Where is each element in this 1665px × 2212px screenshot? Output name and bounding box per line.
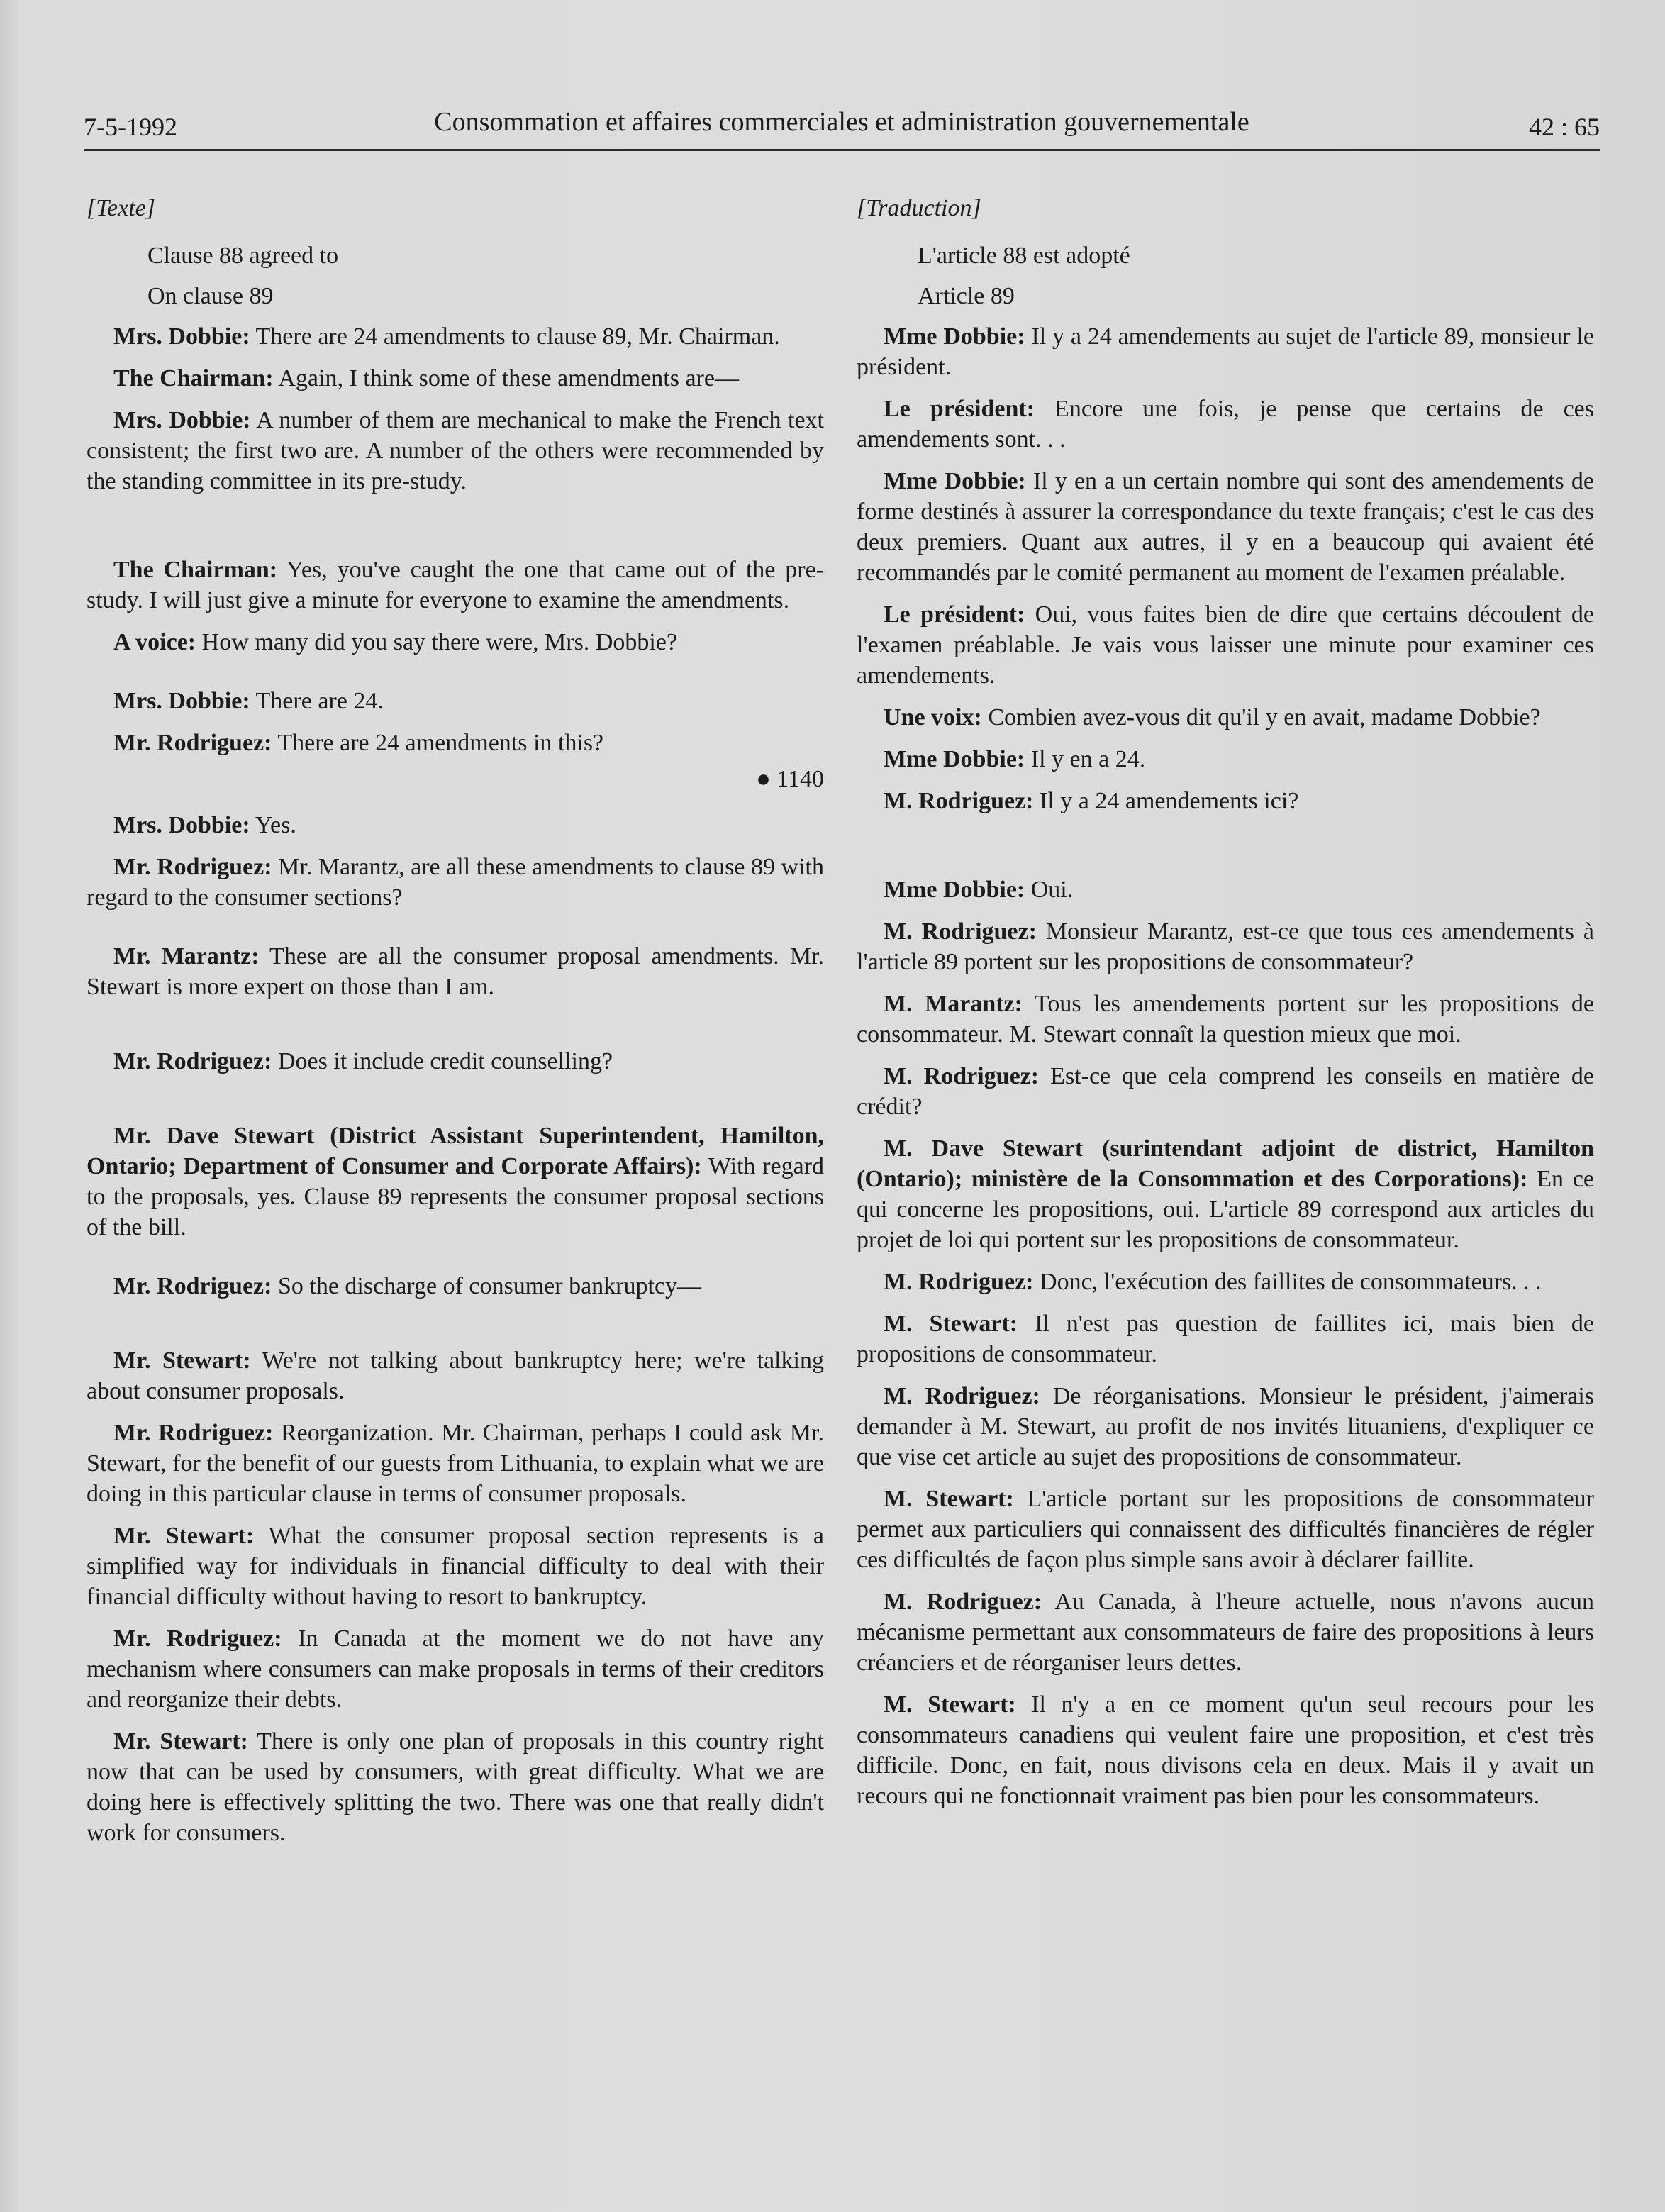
- speech: What the consumer proposal section represents is a simplified way for individuals in financial difficulty to deal with their financial difficulty without having to resort to bankruptcy.: [87, 1523, 824, 1610]
- paragraph: [87, 321, 824, 352]
- running-header: [84, 106, 1600, 151]
- speech: There is only one plan of proposals in this country right now that can be used by consumers, with great difficulty. What we are doing here is effectively splitting the two. There was one that really didn't work for consumers.: [87, 1728, 825, 1846]
- paragraph: [87, 1726, 824, 1848]
- speech: Monsieur Marantz, est-ce que tous ces amendements à l'article 89 portent sur les propositions de consommateur?: [857, 918, 1594, 975]
- speech: How many did you say there were, Mrs. Dobbie?: [196, 629, 678, 655]
- speaker: Mr. Rodriguez:: [113, 730, 272, 756]
- speech: En ce qui concerne les propositions, oui. L'article 89 correspond aux articles du projet de loi qui portent sur les propositions de consommateur.: [857, 1166, 1595, 1253]
- paragraph: [87, 555, 824, 616]
- speaker: Mr. Rodriguez:: [113, 1420, 274, 1446]
- speaker: Mr. Dave Stewart (District Assistant Superintendent, Hamilton, Ontario; Department of Consumer and Corporate Affairs):: [87, 1123, 824, 1179]
- speech: Mr. Marantz, are all these amendments to clause 89 with regard to the consumer sections?: [87, 854, 824, 911]
- paragraph: [857, 1308, 1594, 1369]
- section-label: [Traduction]: [857, 195, 981, 221]
- speech: Tous les amendements portent sur les propositions de consommateur. M. Stewart connaît la question mieux que moi.: [857, 991, 1594, 1047]
- paragraph: [87, 1046, 824, 1077]
- speech: Il n'est pas question de faillites ici, mais bien de propositions de consommateur.: [857, 1311, 1595, 1367]
- speech: There are 24 amendments to clause 89, Mr. Chairman.: [250, 323, 780, 350]
- speaker: Mrs. Dobbie:: [113, 688, 250, 714]
- paragraph: [857, 599, 1594, 691]
- speech: Encore une fois, je pense que certains de ces amendements sont. . .: [857, 396, 1594, 452]
- paragraph: [857, 1689, 1594, 1811]
- paragraph: [87, 405, 824, 496]
- paragraph: [87, 1521, 824, 1612]
- speaker: M. Rodriguez:: [884, 1589, 1042, 1615]
- speech: Il y en a un certain nombre qui sont des amendements de forme destinés à assurer la correspondance du texte français; c'est le cas des deux premiers. Quant aux autres, il y en a beaucoup qui avaient été recommandés par le comité permanent au moment de l'examen préalable.: [857, 468, 1594, 586]
- speaker: A voice:: [113, 629, 196, 655]
- speaker: M. Rodriguez:: [884, 788, 1034, 814]
- paragraph: [87, 363, 824, 394]
- speech: Combien avez-vous dit qu'il y en avait, madame Dobbie?: [981, 704, 1541, 730]
- speech: Donc, l'exécution des faillites de consommateurs. . .: [1033, 1269, 1542, 1295]
- speaker: Mr. Marantz:: [113, 943, 260, 969]
- speaker: Mrs. Dobbie:: [113, 323, 250, 350]
- speech: There are 24 amendments in this?: [272, 730, 604, 756]
- header-page-number: 42 : 65: [1528, 113, 1600, 141]
- paragraph: [87, 941, 824, 1002]
- paragraph: [87, 1623, 824, 1715]
- speech: Il n'y a en ce moment qu'un seul recours pour les consommateurs canadiens qui veulent faire une proposition, et c'est très difficile. Donc, en fait, nous divisons cela en deux. Mais il y avait un recours qui ne fonctionnait vraiment pas bien pour les consommateurs.: [857, 1691, 1595, 1809]
- speaker: The Chairman:: [113, 557, 278, 583]
- paragraph: [857, 1586, 1594, 1678]
- paragraph: [857, 321, 1594, 382]
- speech: Yes.: [250, 812, 296, 838]
- speaker: Mme Dobbie:: [884, 877, 1025, 903]
- paragraph: [857, 916, 1594, 977]
- paragraph: [857, 466, 1594, 588]
- paragraph: [857, 786, 1594, 816]
- paragraph: [87, 1271, 824, 1301]
- paragraph: [87, 852, 824, 913]
- speaker: M. Stewart:: [884, 1486, 1014, 1512]
- speaker: Une voix:: [884, 704, 982, 730]
- english-column: [87, 193, 824, 1848]
- paragraph: [857, 1133, 1594, 1255]
- speaker: Mrs. Dobbie:: [113, 407, 251, 433]
- speaker: Mr. Stewart:: [113, 1523, 255, 1549]
- clause-line: Clause 88 agreed to: [147, 243, 339, 269]
- paragraph: [857, 1267, 1594, 1297]
- speaker: Mme Dobbie:: [884, 468, 1026, 494]
- speaker: M. Rodriguez:: [884, 1063, 1040, 1089]
- paragraph: [857, 744, 1594, 774]
- speaker: The Chairman:: [113, 365, 274, 391]
- speech: A number of them are mechanical to make the French text consistent; the first two are. A number of the others were recommended by the standing committee in its pre-study.: [87, 407, 824, 494]
- paragraph: [857, 1381, 1594, 1472]
- clause-line: L'article 88 est adopté: [918, 243, 1130, 269]
- speech: Does it include credit counselling?: [272, 1048, 613, 1074]
- speech: Il y en a 24.: [1025, 746, 1146, 772]
- speech: Again, I think some of these amendments are—: [273, 365, 739, 391]
- speaker: Mr. Stewart:: [113, 1347, 251, 1374]
- speaker: Mr. Rodriguez:: [113, 1048, 272, 1074]
- paragraph: [857, 702, 1594, 733]
- header-title: Consommation et affaires commerciales et administration gouvernementale: [434, 107, 1249, 137]
- speaker: Mr. Rodriguez:: [113, 1625, 282, 1652]
- speaker: Mrs. Dobbie:: [113, 812, 250, 838]
- speech: Yes, you've caught the one that came out of the pre-study. I will just give a minute for everyone to examine the amendments.: [87, 557, 824, 613]
- speech: In Canada at the moment we do not have any mechanism where consumers can make proposals in terms of their creditors and reorganize their debts.: [87, 1625, 824, 1713]
- paragraph: [87, 1418, 824, 1509]
- clause-line: Article 89: [918, 283, 1015, 309]
- speech: Oui.: [1025, 877, 1074, 903]
- speaker: M. Stewart:: [884, 1691, 1016, 1718]
- speech: Il y a 24 amendements au sujet de l'article 89, monsieur le président.: [857, 323, 1594, 380]
- speaker: Le président:: [884, 601, 1025, 628]
- header-date: 7-5-1992: [84, 113, 177, 141]
- speaker: Mme Dobbie:: [884, 323, 1025, 350]
- speaker: Mr. Stewart:: [113, 1728, 248, 1755]
- paragraph: [87, 810, 824, 840]
- speaker: Le président:: [884, 396, 1035, 422]
- speech: Oui, vous faites bien de dire que certains découlent de l'examen préablable. Je vais vous laisser une minute pour examiner ces amendements.: [857, 601, 1595, 689]
- paragraph: [857, 1061, 1594, 1122]
- paragraph: [87, 1345, 824, 1406]
- paragraph: [87, 686, 824, 716]
- speech: De réorganisations. Monsieur le président, j'aimerais demander à M. Stewart, au profit de nos invités lituaniens, d'expliquer ce que vise cet article au sujet des propositions de consommateur.: [857, 1383, 1594, 1470]
- clause-line: On clause 89: [147, 283, 274, 309]
- speaker: M. Dave Stewart (surintendant adjoint de district, Hamilton (Ontario); ministère de la Consommation et des Corporations):: [857, 1135, 1594, 1192]
- speaker: Mme Dobbie:: [884, 746, 1025, 772]
- speech: L'article portant sur les propositions de consommateur permet aux particuliers qui connaissent des difficultés financières de régler ces difficultés de façon plus simple sans avoir à déclarer faillite.: [857, 1486, 1594, 1573]
- paragraph: [857, 1484, 1594, 1575]
- speech: We're not talking about bankruptcy here; we're talking about consumer proposals.: [87, 1347, 824, 1404]
- speaker: M. Stewart:: [884, 1311, 1018, 1337]
- speech: Il y a 24 amendements ici?: [1033, 788, 1299, 814]
- speaker: M. Marantz:: [884, 991, 1023, 1017]
- speaker: M. Rodriguez:: [884, 1383, 1040, 1409]
- section-label: [Texte]: [87, 195, 155, 221]
- paragraph: [87, 627, 824, 657]
- paragraph: [87, 1121, 824, 1243]
- paragraph: [857, 989, 1594, 1050]
- speech: There are 24.: [250, 688, 384, 714]
- paragraph: [87, 728, 824, 758]
- speech: Au Canada, à l'heure actuelle, nous n'avons aucun mécanisme permettant aux consommateurs de faire des propositions à leurs créanciers et de réorganiser leurs dettes.: [857, 1589, 1594, 1676]
- speaker: M. Rodriguez:: [884, 918, 1037, 945]
- speaker: Mr. Rodriguez:: [113, 854, 272, 880]
- speech: Reorganization. Mr. Chairman, perhaps I could ask Mr. Stewart, for the benefit of our guests from Lithuania, to explain what we are doing in this particular clause in terms of consumer proposals.: [87, 1420, 824, 1507]
- french-column: [857, 193, 1594, 1811]
- speech: So the discharge of consumer bankruptcy—: [272, 1273, 702, 1299]
- speech: Est-ce que cela comprend les conseils en matière de crédit?: [857, 1063, 1594, 1120]
- speech: With regard to the proposals, yes. Clause 89 represents the consumer proposal sections of the bill.: [87, 1153, 824, 1240]
- time-marker: ● 1140: [756, 766, 824, 792]
- speech: These are all the consumer proposal amendments. Mr. Stewart is more expert on those than I am.: [87, 943, 824, 1000]
- speaker: Mr. Rodriguez:: [113, 1273, 272, 1299]
- paragraph: [857, 394, 1594, 455]
- speaker: M. Rodriguez:: [884, 1269, 1034, 1295]
- paragraph: [857, 874, 1594, 905]
